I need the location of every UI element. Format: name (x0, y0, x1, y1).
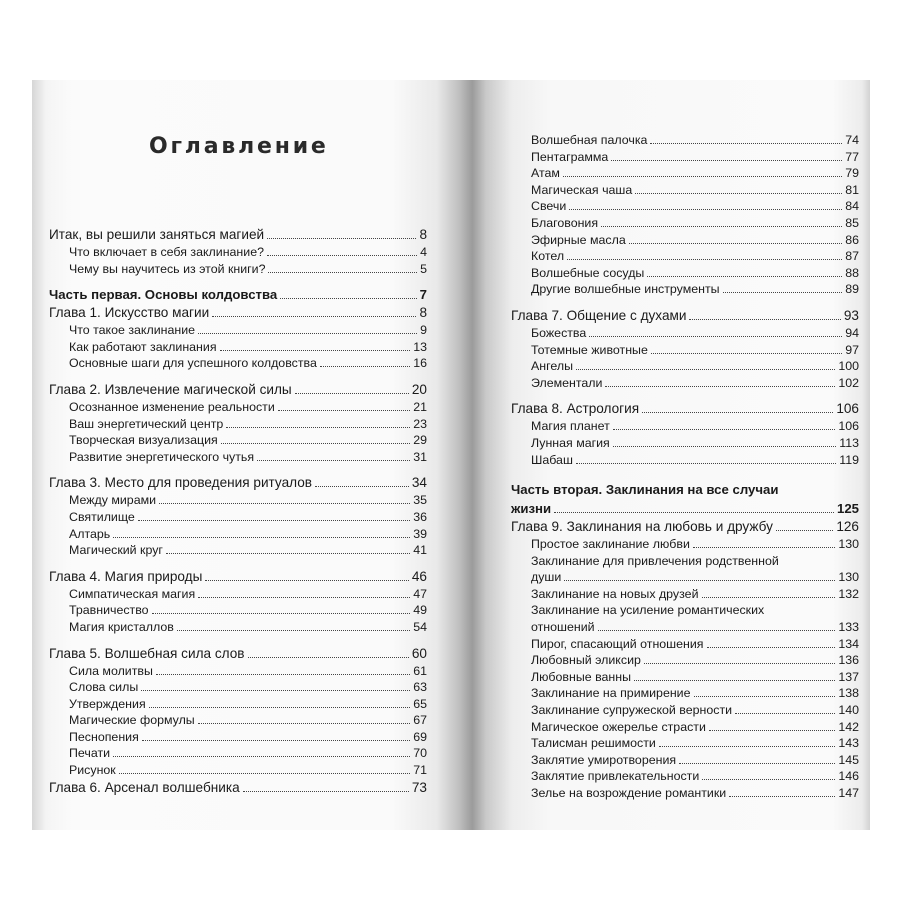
toc-entry-title: Любовные ванны (531, 669, 632, 684)
toc-chapter-entry (511, 400, 859, 418)
toc-section-entry (49, 399, 427, 416)
toc-section-entry (511, 165, 859, 182)
toc-page-number: 36 (413, 509, 427, 524)
book-spread (32, 80, 870, 830)
toc-entry-title: Утверждения (69, 696, 146, 711)
toc-page-number: 97 (845, 342, 859, 357)
toc-chapter-entry (49, 381, 427, 399)
right-page (472, 80, 870, 830)
toc-page-number: 89 (845, 282, 859, 297)
toc-section-entry (511, 232, 859, 249)
toc-leader-dots (659, 746, 836, 747)
toc-page-number: 79 (845, 166, 859, 181)
toc-entry-title: Глава 4. Магия природы (49, 568, 203, 584)
toc-entry-title: Волшебная палочка (531, 133, 648, 147)
toc-page-number: 73 (411, 779, 427, 795)
toc-entry-title: Между мирами (69, 493, 157, 508)
toc-chapter-entry (49, 645, 427, 663)
toc-leader-dots (198, 333, 417, 334)
toc-page-number: 133 (838, 620, 859, 635)
toc-entry-title: Магическое ожерелье страсти (531, 719, 706, 734)
toc-entry-title: Пентаграмма (531, 149, 609, 164)
toc-entry-title: Глава 7. Общение с духами (511, 307, 687, 323)
toc-page-number: 69 (413, 729, 427, 744)
toc-section-entry (49, 416, 427, 433)
toc-section-entry (49, 663, 427, 680)
toc-leader-dots (142, 740, 410, 741)
toc-section-entry (511, 685, 859, 702)
toc-section-entry (511, 375, 859, 392)
toc-page-number: 130 (838, 570, 859, 585)
toc-section-entry (511, 265, 859, 282)
toc-page-number: 67 (413, 713, 427, 728)
toc-part-entry (511, 500, 859, 518)
toc-section-entry (511, 652, 859, 669)
toc-leader-dots (707, 647, 836, 648)
toc-leader-dots (221, 443, 411, 444)
toc-section-entry (49, 261, 427, 278)
toc-entry-title: Печати (69, 746, 111, 761)
toc-entry-title: Глава 3. Место для проведения ритуалов (49, 475, 312, 491)
toc-leader-dots (702, 597, 836, 598)
toc-section-entry (511, 325, 859, 342)
toc-page-number: 34 (411, 475, 427, 491)
toc-section-entry (49, 432, 427, 449)
toc-right-column (511, 132, 859, 802)
toc-page-number: 21 (413, 399, 427, 414)
left-page (32, 80, 472, 830)
toc-section-entry (49, 619, 427, 636)
toc-entry-title: Тотемные животные (531, 342, 648, 357)
toc-entry-title: Слова силы (69, 680, 139, 695)
toc-leader-dots (709, 730, 835, 731)
toc-page-number: 5 (420, 261, 427, 276)
toc-entry-title: Глава 6. Арсенал волшебника (49, 779, 240, 795)
toc-entry-title: Чему вы научитесь из этой книги? (69, 261, 266, 276)
toc-entry-title: Как работают заклинания (69, 339, 217, 354)
toc-page-number: 85 (845, 215, 859, 230)
toc-entry-title: Ангелы (531, 359, 573, 374)
toc-leader-dots (729, 796, 835, 797)
toc-page-number: 74 (845, 133, 859, 147)
toc-entry-title: Лунная магия (531, 435, 610, 450)
toc-entry-title: Итак, вы решили заняться магией (49, 227, 265, 242)
toc-entry-title: Магия планет (531, 419, 610, 434)
toc-entry-title: Магический круг (69, 543, 163, 558)
toc-entry-title: Заклинание на примирение (531, 686, 691, 701)
toc-section-entry (511, 248, 859, 265)
toc-leader-dots (651, 353, 842, 354)
toc-leader-dots (567, 259, 842, 260)
toc-spacer (49, 465, 427, 474)
toc-leader-dots (141, 690, 410, 691)
toc-entry-title: Заклинание для привлечения родственной (531, 553, 779, 568)
toc-leader-dots (613, 429, 836, 430)
toc-entry-title: Глава 8. Астрология (511, 401, 640, 417)
toc-leader-dots (635, 193, 842, 194)
toc-section-entry (511, 198, 859, 215)
toc-entry-title: Простое заклинание любви (531, 537, 690, 552)
toc-chapter-entry (49, 568, 427, 586)
toc-page-number: 23 (413, 416, 427, 431)
toc-leader-dots (205, 580, 409, 581)
toc-spacer (49, 372, 427, 381)
toc-entry-title: Шабаш (531, 452, 573, 467)
toc-section-entry (49, 745, 427, 762)
toc-section-entry (511, 569, 859, 586)
toc-section-entry (511, 586, 859, 603)
toc-section-entry (511, 215, 859, 232)
toc-section-entry (511, 768, 859, 785)
toc-entry-title: Песнопения (69, 729, 139, 744)
toc-page-number: 8 (419, 227, 427, 242)
toc-entry-title: Атам (531, 166, 560, 181)
toc-page-number: 20 (411, 381, 427, 397)
toc-section-entry (49, 542, 427, 559)
toc-section-entry (511, 132, 859, 149)
toc-page-number: 146 (838, 769, 859, 784)
toc-entry-title: Основные шаги для успешного колдовства (69, 356, 317, 371)
toc-section-entry (511, 719, 859, 736)
toc-leader-dots (159, 503, 410, 504)
toc-section-entry (511, 553, 859, 570)
toc-leader-dots (156, 674, 410, 675)
page-title: Оглавление (149, 134, 329, 159)
toc-entry-title: жизни (511, 501, 552, 517)
toc-entry-title: Что включает в себя заклинание? (69, 245, 264, 259)
toc-leader-dots (267, 255, 417, 256)
toc-entry-title: Глава 2. Извлечение магической силы (49, 381, 292, 397)
toc-section-entry (511, 536, 859, 553)
toc-spacer (511, 298, 859, 307)
toc-spacer (511, 468, 859, 480)
toc-entry-title: Волшебные сосуды (531, 265, 645, 280)
toc-page-number: 84 (845, 199, 859, 214)
toc-leader-dots (642, 412, 833, 413)
toc-page-number: 100 (838, 359, 859, 374)
toc-entry-title: Рисунок (69, 763, 116, 778)
toc-page-number: 145 (838, 752, 859, 767)
toc-page-number: 16 (413, 356, 427, 371)
toc-leader-dots (267, 238, 416, 239)
toc-leader-dots (226, 427, 410, 428)
toc-entry-title: Заклинание на новых друзей (531, 586, 699, 601)
toc-leader-dots (295, 393, 409, 394)
toc-entry-title: Магическая чаша (531, 182, 633, 197)
toc-leader-dots (693, 547, 835, 548)
toc-chapter-entry (49, 226, 427, 244)
toc-entry-title: Травничество (69, 603, 149, 618)
toc-entry-title: Симпатическая магия (69, 586, 196, 601)
toc-page-number: 35 (413, 493, 427, 508)
toc-page-number: 130 (838, 537, 859, 552)
toc-entry-title: Элементали (531, 375, 603, 390)
toc-section-entry (49, 729, 427, 746)
toc-page-number: 88 (845, 265, 859, 280)
toc-page-number: 106 (838, 419, 859, 434)
toc-entry-title: Талисман решимости (531, 736, 656, 751)
toc-page-number: 70 (413, 746, 427, 761)
toc-leader-dots (576, 463, 836, 464)
toc-entry-title: Часть первая. Основы колдовства (49, 287, 278, 303)
toc-section-entry (49, 322, 427, 339)
toc-page-number: 143 (838, 736, 859, 751)
toc-page-number: 126 (836, 519, 859, 535)
toc-chapter-entry (511, 307, 859, 325)
toc-entry-title: Развитие энергетического чутья (69, 449, 255, 464)
toc-page-number: 125 (836, 501, 859, 517)
toc-page-number: 77 (845, 149, 859, 164)
toc-entry-title: Заклинание супружеской верности (531, 703, 733, 718)
toc-entry-title: Алтарь (69, 526, 111, 541)
toc-leader-dots (278, 410, 410, 411)
toc-page-number: 119 (839, 452, 859, 467)
toc-page-number: 87 (845, 249, 859, 264)
toc-leader-dots (177, 630, 410, 631)
toc-chapter-entry (511, 518, 859, 536)
toc-leader-dots (605, 386, 835, 387)
toc-part-entry (49, 286, 427, 304)
toc-page-number: 134 (838, 636, 859, 651)
toc-section-entry (49, 712, 427, 729)
toc-section-entry (49, 762, 427, 779)
toc-page-number: 46 (411, 568, 427, 584)
toc-leader-dots (735, 713, 835, 714)
toc-leader-dots (689, 319, 840, 320)
toc-section-entry (49, 339, 427, 356)
toc-section-entry (511, 735, 859, 752)
toc-entry-title: Магические формулы (69, 713, 195, 728)
toc-entry-title: Глава 5. Волшебная сила слов (49, 645, 245, 661)
toc-entry-title: Заклинание на усиление романтических (531, 603, 765, 618)
toc-page-number: 106 (836, 401, 859, 417)
toc-page-number: 147 (838, 786, 859, 800)
toc-entry-title: Эфирные масла (531, 232, 626, 247)
toc-leader-dots (243, 791, 409, 792)
toc-leader-dots (650, 143, 842, 144)
toc-page-number: 4 (420, 245, 427, 259)
toc-entry-title: Часть вторая. Заклинания на все случаи (511, 482, 779, 498)
toc-section-entry (511, 435, 859, 452)
toc-entry-title: Заклятие умиротворения (531, 752, 677, 767)
toc-leader-dots (138, 520, 410, 521)
toc-leader-dots (644, 663, 835, 664)
toc-leader-dots (212, 316, 416, 317)
toc-leader-dots (563, 176, 842, 177)
toc-leader-dots (647, 276, 842, 277)
toc-leader-dots (248, 657, 409, 658)
toc-page-number: 54 (413, 619, 427, 634)
toc-entry-title: Ваш энергетический центр (69, 416, 224, 431)
toc-page-number: 9 (420, 323, 427, 338)
toc-section-entry (511, 418, 859, 435)
toc-section-entry (49, 679, 427, 696)
toc-chapter-entry (49, 474, 427, 492)
toc-section-entry (49, 509, 427, 526)
toc-page-number: 93 (843, 307, 859, 323)
toc-leader-dots (702, 779, 835, 780)
toc-section-entry (511, 619, 859, 636)
toc-page-number: 81 (845, 182, 859, 197)
toc-leader-dots (220, 350, 411, 351)
toc-entry-title: Заклятие привлекательности (531, 769, 700, 784)
toc-leader-dots (589, 336, 842, 337)
toc-page-number: 94 (845, 325, 859, 340)
toc-section-entry (511, 358, 859, 375)
toc-leader-dots (257, 460, 410, 461)
toc-section-entry (49, 244, 427, 261)
toc-section-entry (511, 149, 859, 166)
toc-section-entry (511, 182, 859, 199)
toc-section-entry (511, 785, 859, 802)
toc-page-number: 60 (411, 645, 427, 661)
toc-leader-dots (166, 553, 410, 554)
toc-page-number: 47 (413, 586, 427, 601)
toc-entry-title: отношений (531, 620, 595, 635)
toc-leader-dots (113, 537, 410, 538)
toc-section-entry (49, 449, 427, 466)
toc-entry-title: Магия кристаллов (69, 619, 174, 634)
toc-page-number: 137 (838, 669, 859, 684)
toc-leader-dots (598, 630, 836, 631)
toc-page-number: 102 (838, 375, 859, 390)
toc-entry-title: Пирог, спасающий отношения (531, 636, 704, 651)
toc-section-entry (49, 526, 427, 543)
toc-section-entry (511, 702, 859, 719)
toc-entry-title: Осознанное изменение реальности (69, 399, 275, 414)
toc-leader-dots (613, 446, 836, 447)
toc-entry-title: Глава 9. Заклинания на любовь и дружбу (511, 519, 773, 535)
toc-leader-dots (694, 696, 836, 697)
toc-section-entry (511, 281, 859, 298)
toc-leader-dots (776, 530, 833, 531)
toc-page-number: 113 (839, 435, 859, 450)
toc-page-number: 8 (419, 305, 427, 321)
toc-leader-dots (569, 209, 842, 210)
toc-leader-dots (119, 773, 410, 774)
toc-left-column (49, 226, 427, 797)
toc-section-entry (511, 669, 859, 686)
toc-page-number: 132 (838, 586, 859, 601)
toc-page-number: 86 (845, 232, 859, 247)
toc-leader-dots (564, 580, 835, 581)
toc-leader-dots (601, 226, 842, 227)
toc-leader-dots (554, 512, 834, 513)
toc-leader-dots (149, 707, 411, 708)
toc-entry-title: Благовония (531, 215, 599, 230)
toc-leader-dots (315, 486, 409, 487)
toc-page-number: 136 (838, 653, 859, 668)
toc-entry-title: Котел (531, 249, 565, 264)
toc-entry-title: Божества (531, 325, 587, 340)
toc-spacer (49, 277, 427, 286)
toc-page-number: 7 (419, 287, 427, 303)
toc-spacer (49, 559, 427, 568)
toc-page-number: 63 (413, 680, 427, 695)
toc-leader-dots (629, 243, 842, 244)
toc-page-number: 71 (413, 763, 427, 778)
toc-page-number: 41 (413, 543, 427, 558)
toc-leader-dots (280, 298, 416, 299)
toc-chapter-entry (49, 779, 427, 797)
toc-page-number: 31 (413, 449, 427, 464)
toc-entry-title: Сила молитвы (69, 663, 153, 678)
toc-page-number: 138 (838, 686, 859, 701)
toc-section-entry (511, 636, 859, 653)
toc-leader-dots (320, 366, 410, 367)
toc-entry-title: Святилище (69, 509, 135, 524)
toc-page-number: 61 (413, 663, 427, 678)
toc-section-entry (49, 355, 427, 372)
toc-leader-dots (113, 756, 410, 757)
toc-leader-dots (268, 272, 417, 273)
toc-section-entry (49, 492, 427, 509)
toc-entry-title: Другие волшебные инструменты (531, 282, 720, 297)
toc-leader-dots (198, 597, 410, 598)
toc-part-entry (511, 480, 859, 500)
toc-entry-title: Творческая визуализация (69, 433, 218, 448)
toc-page-number: 39 (413, 526, 427, 541)
toc-leader-dots (634, 680, 835, 681)
toc-section-entry (49, 696, 427, 713)
toc-entry-title: Что такое заклинание (69, 323, 196, 338)
toc-section-entry (49, 586, 427, 603)
toc-section-entry (49, 602, 427, 619)
toc-entry-title: Любовный эликсир (531, 653, 641, 668)
toc-page-number: 29 (413, 433, 427, 448)
toc-entry-title: Глава 1. Искусство магии (49, 305, 210, 321)
toc-leader-dots (723, 292, 843, 293)
toc-leader-dots (152, 613, 411, 614)
toc-leader-dots (198, 723, 410, 724)
toc-page-number: 142 (838, 719, 859, 734)
toc-spacer (511, 391, 859, 400)
toc-page-number: 13 (413, 339, 427, 354)
toc-page-number: 49 (413, 603, 427, 618)
toc-section-entry (511, 752, 859, 769)
toc-entry-title: Свечи (531, 199, 567, 214)
toc-chapter-entry (49, 304, 427, 322)
toc-section-entry (511, 452, 859, 469)
toc-entry-title: Зелье на возрождение романтики (531, 786, 727, 800)
toc-page-number: 140 (838, 703, 859, 718)
toc-leader-dots (611, 160, 842, 161)
toc-leader-dots (679, 763, 835, 764)
toc-section-entry (511, 602, 859, 619)
toc-page-number: 65 (413, 696, 427, 711)
toc-spacer (49, 636, 427, 645)
toc-section-entry (511, 342, 859, 359)
toc-entry-title: души (531, 570, 562, 585)
toc-leader-dots (576, 369, 835, 370)
